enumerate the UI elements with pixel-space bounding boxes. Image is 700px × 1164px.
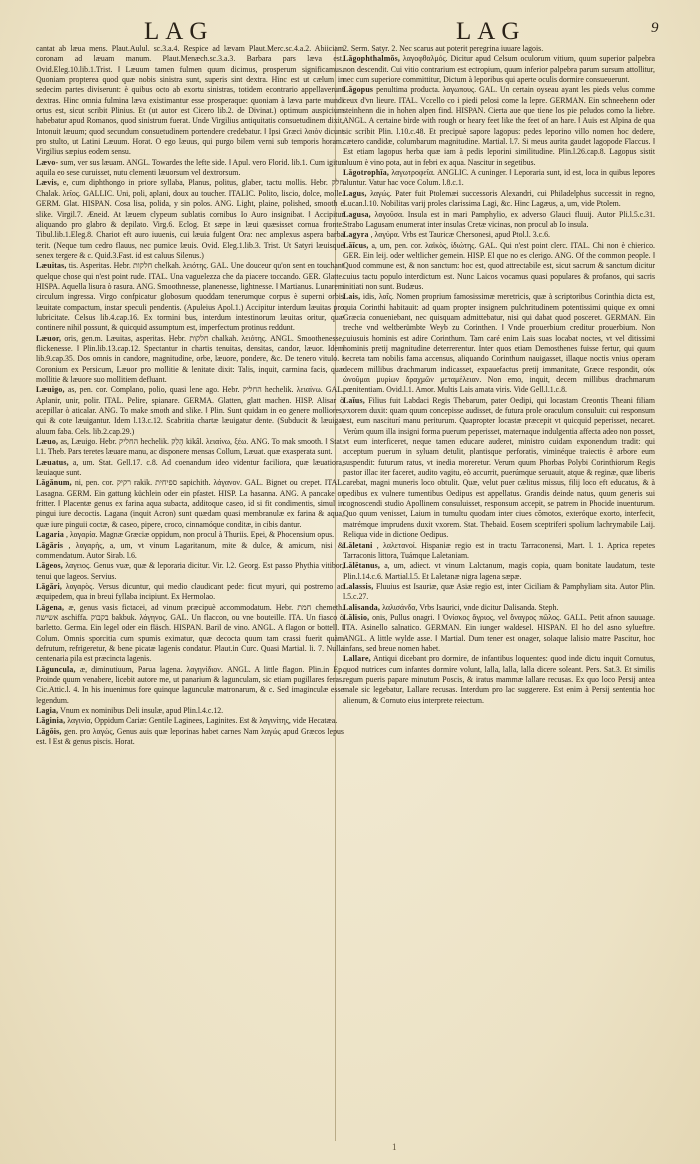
dictionary-entry — [36, 582, 344, 603]
entry-headword: Lăgănum, — [36, 478, 72, 488]
entry-headword: Lagyra — [343, 230, 369, 240]
entry-headword: Lalisanda, — [343, 602, 381, 612]
entry-headword: Læuo, — [36, 437, 59, 447]
entry-text: , λαγύρα. Vrbs est Tauricæ Chersonesi, apud Ptol.l. 3.c.6. — [368, 230, 550, 240]
left-column — [36, 44, 344, 1144]
entry-text: Vnum ex nominibus Deli insulæ, apud Plin.l.4.c.12. — [58, 706, 224, 715]
entry-text: oris, gen.m. Læuitas, asperitas. Hebr. חלקות chalkah. λειότης. ANGL. Smoothenesse, flickenesse. ‖ Plin.lib.13.cap.12. Spectantur in chartis tenuitas, densitas, candor, læuor. Idem lib.9.cap.35. Dos omnis in candore, magnitudine, orbe, læuore, pondere, &c. De tenero vitulo. ‖ Coronium ex Persicum, Læuor pro mollitie & lenitate dixit: Talis, inquit, carmina facis, quæ mollitie & læuore suo mollitiem defluant. — [36, 333, 344, 384]
entry-text: λαγινία, Oppidum Cariæ: Gentile Laginees, Laginites. Est & λαγινίτης, vide Hecatæa. — [65, 716, 338, 726]
dictionary-entry — [343, 396, 655, 541]
entry-headword: Lagia, — [36, 706, 59, 715]
entry-headword: Lăginia, — [36, 716, 66, 726]
dictionary-entry — [343, 189, 655, 210]
entry-text: tis. Asperitas. Hebr. חלקות chelkah. λειότης. GAL. Une douceur qu'on sent en touchant quelque chose qui n'est point rude. ITAL. Una vaguelezza che da piacere toccando. GER. Glatte. HISPA. Aquella lisura ò rasura. ANG. Smoothnesse, planenesse, lightnesse. ‖ Martianus. Lunarem circulum ingressa. Virgo confpicatur globosum quoddam tenerumque corpus è superni orbis læuitate compactum, instar speculi pendentis. (Apuleius Apol.1.) Accipitur interdum læuitas pro lubricitate. Celsus lib.4.cap.16. Ex tormini bus, interdum intestinorum læuitas oritur, quæ continere nihil possunt, & quicquid assumptum est, imperfectum protinus reddunt. — [36, 261, 344, 333]
dictionary-entry — [36, 561, 344, 582]
running-header — [0, 14, 700, 48]
right-column — [343, 44, 655, 1144]
entry-text: , λαγαρία. Magnæ Græciæ oppidum, non procul à Thuriis. Epei, & Phocensium opus. — [63, 530, 335, 540]
entry-text: onis, Pullus onagri. ‖ Ὀνίσκος ἄγριος, vel ὄναγρος πῶλος. GALL. Petit afnon sauuage. ITA. Asinello salnatico. GERMAN. Ein iunger waldesel. HISPAN. El ho del asno sylueftre. ANGL. A little wylde asse. ‖ Martial. Dum tener est onager, solaque lalisio matre Pascitur, hoc infans, sed breue nomen habet. — [343, 612, 655, 653]
dictionary-entry — [343, 582, 655, 603]
entry-headword: Lăgări, — [36, 581, 63, 591]
entry-headword: Lăgena, — [36, 602, 65, 612]
footer-mark: 1 — [392, 1142, 397, 1152]
entry-headword: Lalassis, — [343, 581, 374, 591]
entry-text: a, um, adiect. vt vinum Lalctanum, magis copia, quam bonitate laudatum, teste Plin.l.14.c.6. Martial.l.5. Et Laletanæ nigra lagena sæpæ. — [343, 561, 655, 581]
dictionary-entry — [343, 541, 655, 562]
entry-headword: Lævis, — [36, 178, 60, 188]
dictionary-entry — [36, 458, 344, 479]
dictionary-entry — [36, 706, 344, 716]
entry-headword: Lăletani — [343, 540, 373, 550]
entry-headword: Lævo- — [36, 157, 59, 167]
dictionary-entry — [36, 530, 344, 540]
dictionary-entry — [36, 727, 344, 748]
entry-text: a, um. Stat. Gell.17. c.8. Ad coenandum ideo videntur faciliora, quæ læuatiora, læuiaque sunt. — [36, 457, 344, 478]
entry-text: , λαγαρὴς, a, um, vt vinum Lagaritanum, mite & dulce, & amicum, nisi & commendatum. Autor Sirab. l.6. — [36, 540, 344, 560]
entry-text: λαγοφθαλμός. Dicitur apud Celsum oculorum vitium, quum superior palpebra non descendit. Cui vitio contrarium est ectropium, quum inferior palpebra parum sursum attollitur, nec cum superiore committitur, Dictum à leporibus qui aperte oculis dormire consueuerunt. — [343, 54, 655, 85]
entry-headword: Lallare, — [343, 654, 371, 664]
entry-text: æ, genus vasis fictacei, ad vinum præcipuè accommodatum. Hebr. חמת chemeth. אשישה aschiffa. בקבוק bakbuk. λάγηνος. GAL. Un flaccon, ou vne bouteille. ITA. Un fiasco ò barletto. Germa. Ein legel oder ein fläsch. HISPAN. Baril de vino. ANGL. A flagon or bottell. ‖ Colum. Omnis sporcitia cum spumis eximatur, quæ decocta quum tam crassi fuerit quàm defrutum, refrigeretur, & bene picatæ lagenis condatur. Plaut.in Curc. Quasi Martial. li. 7. Nulla centenaria pila est præcincta lagenis. — [36, 602, 344, 664]
entry-headword: Lăgŏis, — [36, 726, 62, 736]
entry-text: sum, ver sus læuam. ANGL. Towardes the lefte side. ‖ Apul. vero Florid. lib.1. Cum igitur aquila eo sese curuisset, nutu clementi læuorsum vel dextrorsum. — [36, 157, 344, 178]
entry-headword: Lăgeos, — [36, 561, 63, 571]
entry-text: e, cum diphthongo in priore syllaba, Planus, politus, glaber, tactu mollis. Hebr. חלק Chalak. λεῖος. GALLIC. Uni, poli, aplani, doux au toucher. ITALIC. Polito, liscio, dolce, molle. GERM. Glat. HISPAN. Cosa lisa, polida, y sin polos. ANG. Light, plaine, polished, smooth e slike. Virgil.7. Æneid. At læuem clypeum sublatis cornibus Io Auro insignibat. ‖ Accipitur aliquando pro glabro & depilato. Virg.6. Eclog. Et sæpe in læui quæsisset cornua fronte. Tibul.lib.1.Eleg.8. Chariot eft auro iuuenis, cui læuia fulgent Ora: nec amplexus aspera barba terit. (Neque tum cedro flauus, nec pumice læuis. Ovid. Eleg.1.lib.3. Trist. Ut Satyri læuisque senex tergere & c. Quid.3.Fast. id est caluus Silenus.) — [36, 178, 344, 260]
entry-headword: Læuitas, — [36, 261, 67, 271]
dictionary-entry — [36, 44, 344, 158]
entry-headword: Lălĕtanus, — [343, 561, 381, 571]
dictionary-entry — [343, 230, 655, 240]
dictionary-entry — [343, 603, 655, 613]
entry-headword: Læuigo, — [36, 385, 65, 395]
dictionary-entry — [36, 178, 344, 261]
entry-text: as, pen. cor. Complano, polio, quasi lene ago. Hebr. החליק hechelik. λειαίνω. GAL. Aplanir, unir, polir. ITAL. Pelire, spianare. GERMA. Glatten, glatt machen. HISP. Alisar ò acepillar ò aticalar. ANG. To make smoth and slike. ‖ Plin. Sunt quidam in eo genere molliores, qui & cote læuigantur. Idem l.13.c.12. Scabritia chartæ læuigatur dente. (Subducit & læuigat aluum faba. Cels. lib.2.cap.29.) — [36, 385, 344, 436]
dictionary-entry — [36, 334, 344, 386]
dictionary-entry — [343, 85, 655, 168]
entry-headword: Lăgotrophĭa, — [343, 168, 390, 178]
entry-text: λαλισάνδα, Vrbs Isaurici, vnde dicitur Dalisanda. Steph. — [380, 602, 559, 612]
entry-text: λαγειος. Genus vuæ, quæ & leporaria dicitur. Vir. l.2. Georg. Est passo Phythia vitibor, tenui que lageos. Servius. — [36, 561, 344, 581]
entry-headword: Lăgophthalmŏs, — [343, 54, 401, 64]
entry-text: λαγώς. Pater fuit Ptolemæi successoris Alexandri, cui Philadelphus successit in regno, Lucan.l.10. Nobilitas varij proles clarissima Lagi, &c. Hinc Lagæus, a, um, vide Ptolem. — [343, 188, 655, 209]
entry-headword: Læuatus, — [36, 457, 69, 467]
entry-headword: Laĭus, — [343, 395, 365, 405]
dictionary-entry — [36, 478, 344, 530]
entry-text: æ, diminutiuum, Parua lagena. λαγηνίδιον. ANGL. A little flagon. Plin.in Ep. Proinde quum venabere, licebit autore me, ut panarium & lagunculam, sic etiam pugillares feras. Cic.Attic.l. 4. In his inuenimus fore quinque lagunculæ matronarum, & c. Sed imaginculæ esse legendum. — [36, 664, 344, 705]
header-right-word: LAG — [456, 18, 526, 45]
dictionary-entry — [36, 385, 344, 437]
dictionary-entry — [36, 158, 344, 179]
dictionary-entry — [36, 541, 344, 562]
dictionary-entry — [36, 437, 344, 458]
dictionary-entry — [36, 716, 344, 726]
entry-text: idis, λαΐς. Nomen proprium famosissimæ meretricis, quæ à scriptoribus Corinthia dicta est, quia Corinthi habitauit: ad quam propter insignem pulchritudinem potentissimi quique ex omni Græcia conueniebant, nec quisquam admittebatur, nisi qui dabat quod posceret. GERMAN. Ein treche vnd weltberümbte Weyb zu Corinthen. ‖ Vnde prouerbium creditur prouerbium. Non cuiusuis hominis est adire Corinthum. Tam caré enim Lais suas locabat noctes, vt vel ditissimi hominis pretij magnitudine deterrerentur. Inter quos etiam Demosthenes fuisse fertur, qui quum secreta tam nobilis fama accensus, aliquando Corinthum nauigasset, illaque noctis vnius operam decem millibus drachmarum indicasset, expauefactus pretij immanitate, Græce respondit, οὐκ ὠνοῦμαι μυρίων δραχμῶν μεταμέλειαν. Non emo, inquit, decem millibus drachmarum pœnitentiam. Ovid.l.1. Amor. Multis Lais amata viris. Vide Gell.l.1.c.8. — [343, 292, 655, 395]
dictionary-entry — [343, 44, 655, 54]
entry-headword: Lăgăris — [36, 540, 64, 550]
entry-headword: Lăguncula, — [36, 664, 76, 674]
dictionary-entry — [36, 603, 344, 665]
entry-headword: Lagus, — [343, 188, 367, 198]
page-number: 9 — [651, 20, 659, 36]
entry-text: ni, pen. cor. רקיק rakik. ספיחית sapichith. λάγανον. GAL. Bignet ou crepet. ITAL. Lasagna. GERM. Ein gattung küchlein oder ein pfastet. HISP. La hasanna. ANG. A pancake or fritter. ‖ Placentæ genus ex farina aqua subacta, additoque caseo, id si fit condimentis, simul in pingui iure decoctis. Lagana (inquit Acron) sunt quædam quasi membranulæ ex farina & aqua, quæ iure pinguii coctæ, & caseo, pipere, croco, cinnamóque conditæ, in cibis dantur. — [36, 478, 344, 529]
dictionary-entry — [36, 665, 344, 706]
entry-headword: Lagusa, — [343, 209, 371, 219]
entry-text: cantat ab læua mens. Plaut.Aulul. sc.3.a.4. Respice ad lævam Plaut.Merc.sc.4.a.2. Abiiciam coronam ad læuam manum. Plaut.Menæch.sc.3.a.3. Barbara pars læva est. Ovid.Eleg.10.lib.1.Trist. ‖ Læuum tamen fulmen quum dicimus, prosperum significamus. Quoniam propterea quod quæ nobis sinistra sunt, superis sint dextra. Hinc est ut cælum in sedecim partes diviserunt: è quibus octo ab exortu sinistras, totidem econtrario appellaverunt dextras. Hinc omnia fulmina læva existimantur esse prosperaque: quoniam à læva parte mundi ortus est, sicut scribit Plinius. Et (ut autor est Cicero lib.2. de Divinat.) optimum auspicium habebatur apud Romanos, quod sinistrum fuerat. Unde Virgilius antiquitatis consuetudinem dixit, Intonuit læuum; quod secundum consuetudinem portendere credebatur. ‖ Ipsi Græci λαιὸν dicunt pro stulto, ut Latini Læuum. Horat. O ego læuus, qui purgo bilem verni sub temporis horam. Virgilius sæpius eodem sensu. — [36, 44, 344, 157]
entry-headword: Læuor, — [36, 333, 62, 343]
dictionary-entry — [343, 561, 655, 582]
entry-headword: Lagaria — [36, 530, 64, 540]
entry-text: Fluuius est Isauriæ, quæ Asiæ regio est, inter Ciciliam & Pamphyliam sita. Autor Plin. l.5.c.27. — [343, 581, 655, 602]
dictionary-entry — [343, 168, 655, 189]
entry-text: a, um, pen. cor. λαϊκὸς, ἰδιώτης. GAL. Qui n'est point clerc. ITAL. Chi non è chierico. GER. Ein leij. oder weltlicher gemein. HISP. El que no es clerigo. ANG. Of the common people. ‖ Quod commune est, & non sanctum: hoc est, quod attrectabile est, sicut sacrum & sanctum dicitur cuius tactu populo interdictum est. Nunc Laicos vocamus quasi populares & profanos, qui sacris initiati non sunt. Budæus. — [343, 240, 655, 291]
header-left-word: LAG — [144, 18, 214, 45]
entry-text: Filius fuit Labdaci Regis Thebarum, pater Oedipi, qui locastam Creontis Theani filiam vxorem duxit: quam quum concepisse audisset, de futura prole oraculum consuluit: cui responsum est, eum nasciturí manu periturum. Quapropter locastæ præcepit vt quicquid peperisset, necaret. Verùm quum illa insigni forma puerum peperisset, maternaque indulgentia affecta adeo non posset, vt eum interficeret, neque tamen educare auderet, ministro cuidam exponendum tradit: qui acceptum puerum in syluam detulit, plantisque perforatis, viminéque traiectis è arbore eum suspendit: futurum ratus, vt inedia moreretur. Verum quum Phorbas Polybi Corinthiorum Regis pastor illac iter faceret, audito vagitu, eò accurrit, puerúmque seruauit, atque & reginæ, quæ liberis carebat, magni muneris loco obtulit. Quæ, velut puer cælitus missus, filij loco eft educatus, & à pedibus ex vulnere tumentibus Oedipus est appellatus. Grandis deinde natus, quum generis sui cognoscendi studio Apollinem consuluisset, responsum accepit, se patrem in Phocide inuenturum. Quo quum venisset, Laium in tumultu quodam inter ciues cõmotos, exteróque exorto, interfecit, matrémque imprudens duxit vxorem. Stat. Thebaid. Eosem sceptriferi spolium lachrymabile Laij. Reliqua vide in dictione Oedipus. — [343, 395, 655, 540]
entry-headword: Lăgopus — [343, 85, 374, 95]
dictionary-entry — [343, 613, 655, 654]
entry-text: Antiqui dicebant pro dormire, de infantibus loquentes: quod inde dictu inquit Cornutus, quod nutrices cum infantes dormire volunt, lalla, lalla, lalla dicere soleant. Pers. Sat.3. Et similis regum pueris papare minutum Poscis, & iratus mammæ lallare recusas. Ex quo loco Persij antea male sic legebatur, Lallare recusas. Interdum pro lac suggerere. Est enim à Persij sententia hoc alienum, & Cornuto eius interprete reiectum. — [343, 654, 655, 705]
entry-text: as, Læuigo. Hebr. החליק hechelik. הָלַק kikâl. λειαίνω, ξέω. ANG. To mak smooth. ‖ Stat. l.1. Theb. Pars teretes læuare manu, ac disponere mensas Collum, Læuat. quæ exasperata sunt. — [36, 437, 344, 457]
dictionary-entry — [343, 210, 655, 231]
entry-text: , λαλετανοί. Hispaniæ regio est in tractu Tarraconensi, Mart. l. 1. Aprica repetes Tarraconis littora, Tuámque Laletaniam. — [343, 540, 655, 560]
entry-headword: Lăĭcus, — [343, 240, 369, 250]
dictionary-entry — [343, 654, 655, 706]
entry-headword: Lais, — [343, 292, 361, 302]
dictionary-entry — [36, 261, 344, 333]
dictionary-entry — [343, 54, 655, 85]
entry-text: λαγωτροφεῖα. ANGLIC. A cuninger. ‖ Leporaria sunt, id est, loca in quibus lepores aluntur. Vatur hac voce Colum. l.8.c.1. — [343, 168, 655, 188]
entry-text: penultima producta. λαγωπους. GAL. Un certain oyseau ayant les pieds velus comme ceux d'vn lieure. ITAL. Vccello co i piedi pelosi come la lepre. GERMAN. Ein schneehenn oder steinhenn die in hohen alpen find. HISPAN. Cierta aue que tiene los pie peludos como la liebre. ANGL. A certaine birde with rough or heary feet like the feet of an hare. ‖ Auis est Alpina de qua sic scribit Plin. l.10.c.48. Et precipuè sapore lagopus: pedes leporino villo nomen hoc dedere, cætero candidæ, columbarum magnitudine. Martial. l.7. Si meus aurita gaudet lagopode Flaccus. ‖ Est etiam lagopus herba quæ iam à pedis leporini similitudine. Plin.l.26.cap.8. Lagopus sistit aluum è vino pota, aut in febri ex aqua. Nascitur in segetibus. — [343, 85, 655, 167]
entry-text: λαγοῦσα. Insula est in mari Pamphylio, ex adverso Glauci fluuij. Autor Pli.l.5.c.31. Strabo Lagusam enumerat inter insulas Cretæ vicinas, non procul ab Io insula. — [343, 209, 655, 229]
entry-text: 2. Serm. Satyr. 2. Nec scarus aut poterit peregrina iuuare lagois. — [343, 44, 544, 53]
dictionary-entry — [343, 292, 655, 395]
entry-headword: Lălisio, — [343, 612, 370, 622]
entry-text: λαγαρὸς. Versus dicuntur, qui medio claudicant pede: ficut myuri, qui postremo ac æquipedem, qua in breui fyllaba incipiunt. Ex Hermolao. — [36, 581, 344, 602]
dictionary-entry — [343, 241, 655, 293]
entry-text: gen. pro λαγώς, Genus auis quæ leporinas habet carnes Nam λαγώς apud Græcos lepus est. ‖ Est & genus piscis. Horat. — [36, 726, 344, 747]
